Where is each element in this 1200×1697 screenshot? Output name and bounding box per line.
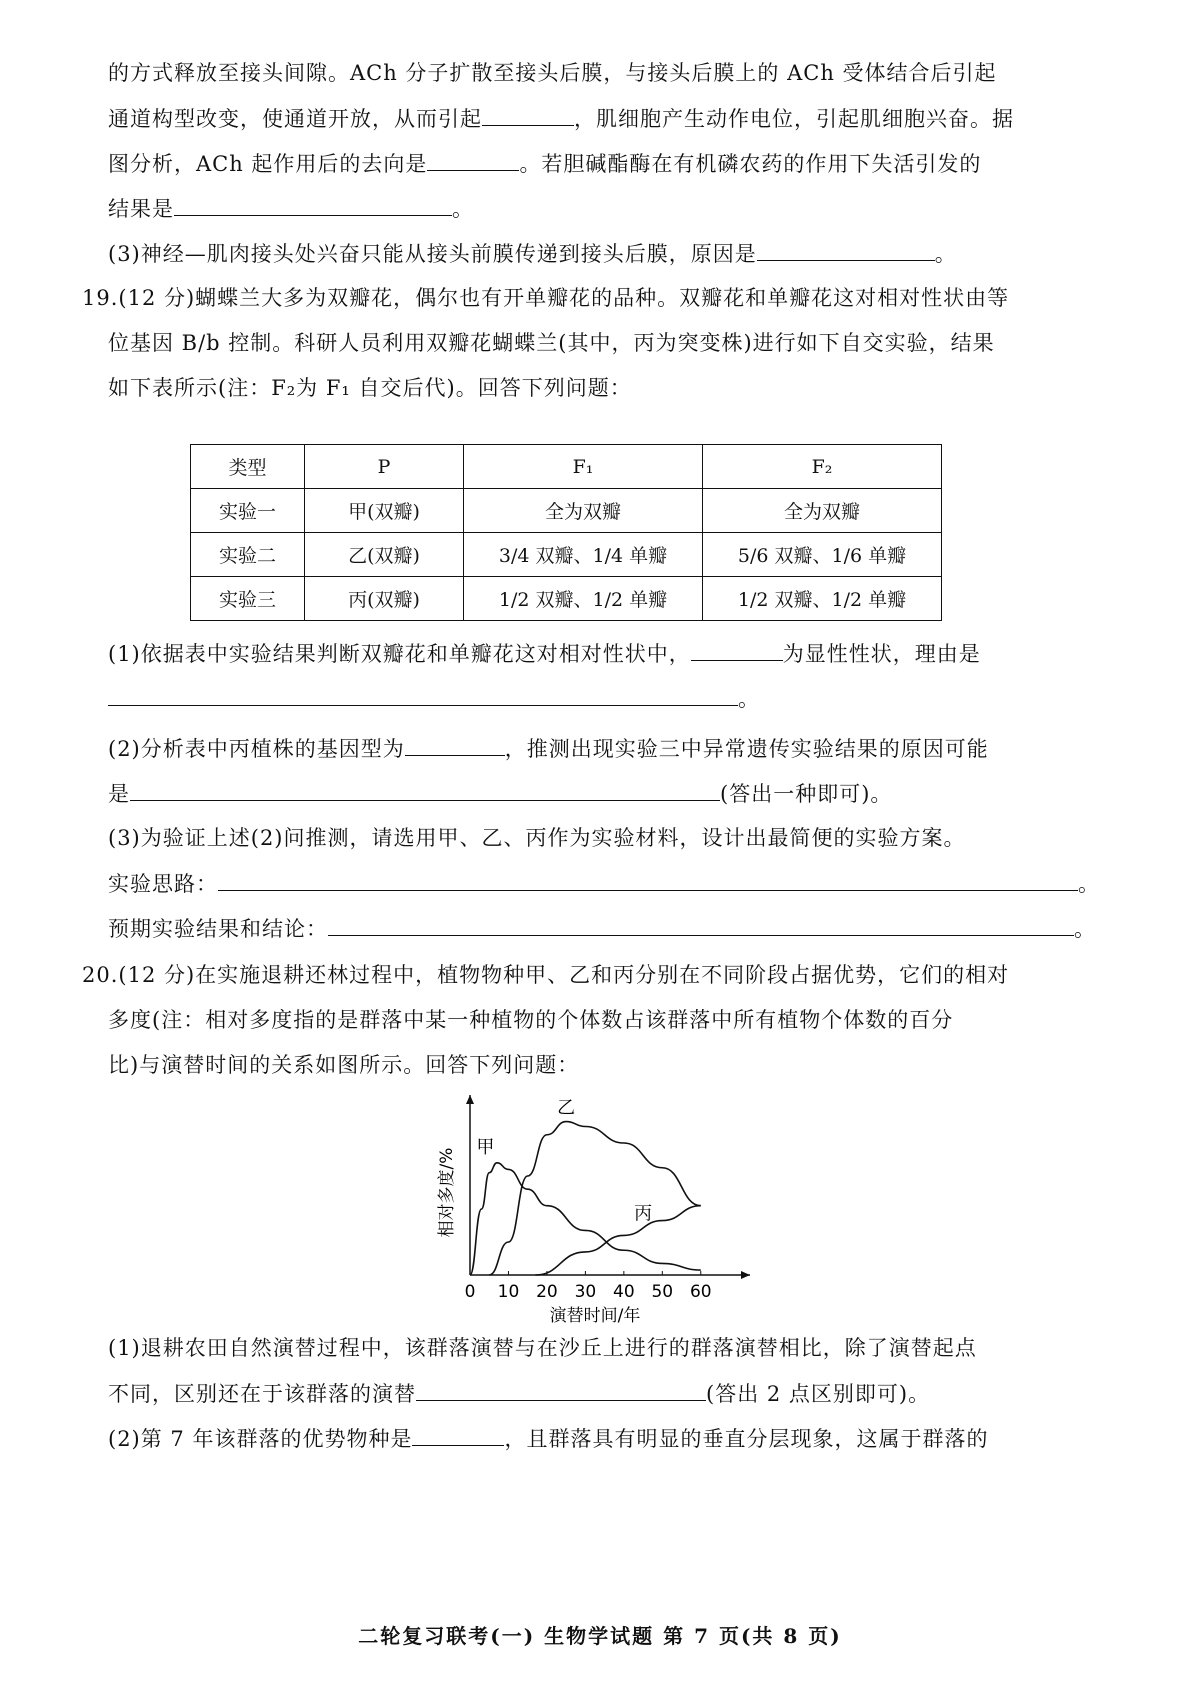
x-axis-label: 演替时间/年 xyxy=(549,1306,641,1325)
text-line: 多度(注：相对多度指的是群落中某一种植物的个体数占该群落中所有植物个体数的百分 xyxy=(108,1008,954,1032)
x-tick-label: 50 xyxy=(651,1282,674,1302)
text-line: 结果是 。 xyxy=(108,193,474,224)
answer-blank[interactable] xyxy=(482,103,574,126)
text-line: 预期实验结果和结论： 。 xyxy=(108,913,1096,944)
x-tick-label: 0 xyxy=(464,1282,476,1302)
text-line: 图分析，ACh 起作用后的去向是 。若胆碱酯酶在有机磷农药的作用下失活引发的 xyxy=(108,148,981,179)
text-line: 通道构型改变，使通道开放，从而引起 ，肌细胞产生动作电位，引起肌细胞兴奋。据 xyxy=(108,103,1014,134)
answer-blank[interactable] xyxy=(108,683,738,706)
table-header-cell: 类型 xyxy=(191,445,305,489)
succession-chart xyxy=(420,1095,800,1325)
table-row xyxy=(191,533,942,577)
answer-blank[interactable] xyxy=(174,193,452,216)
table-row xyxy=(191,577,942,621)
table-cell: 1/2 双瓣、1/2 单瓣 xyxy=(703,577,942,621)
series-label: 乙 xyxy=(557,1097,576,1119)
table-cell: 全为双瓣 xyxy=(703,489,942,533)
text-line: (1)退耕农田自然演替过程中，该群落演替与在沙丘上进行的群落演替相比，除了演替起点 xyxy=(108,1336,977,1360)
answer-blank[interactable] xyxy=(412,1423,504,1446)
text-line: (1)依据表中实验结果判断双瓣花和单瓣花这对相对性状中， 为显性性状，理由是 xyxy=(108,638,981,669)
text-line: (3)为验证上述(2)问推测，请选用甲、乙、丙作为实验材料，设计出最简便的实验方案。 xyxy=(108,826,966,850)
table-cell: 实验二 xyxy=(191,533,305,577)
table-header-cell: F₁ xyxy=(464,445,703,489)
series-label: 甲 xyxy=(476,1136,495,1158)
table-cell: 全为双瓣 xyxy=(464,489,703,533)
table-cell: 甲(双瓣) xyxy=(305,489,464,533)
text-line: 是 (答出一种即可)。 xyxy=(108,778,892,809)
table-header-row xyxy=(191,445,942,489)
answer-blank[interactable] xyxy=(757,238,935,261)
text-line: (2)分析表中丙植株的基因型为 ，推测出现实验三中异常遗传实验结果的原因可能 xyxy=(108,733,989,764)
table-cell: 5/6 双瓣、1/6 单瓣 xyxy=(703,533,942,577)
experiment-table xyxy=(190,444,942,621)
table-header-cell: P xyxy=(305,445,464,489)
answer-blank[interactable] xyxy=(328,913,1074,936)
y-axis-arrow xyxy=(466,1095,474,1104)
x-tick-label: 30 xyxy=(574,1282,597,1302)
text-line: (3)神经—肌肉接头处兴奋只能从接头前膜传递到接头后膜，原因是 。 xyxy=(108,238,957,269)
table-cell: 丙(双瓣) xyxy=(305,577,464,621)
text-line: (2)第 7 年该群落的优势物种是 ，且群落具有明显的垂直分层现象，这属于群落的 xyxy=(108,1423,988,1454)
y-axis-label: 相对多度/% xyxy=(437,1147,457,1238)
text-line: 位基因 B/b 控制。科研人员利用双瓣花蝴蝶兰(其中，丙为突变株)进行如下自交实验，结果 xyxy=(108,331,995,355)
answer-blank[interactable] xyxy=(130,778,720,801)
x-tick-label: 20 xyxy=(536,1282,558,1302)
table-row xyxy=(191,489,942,533)
text-line: 如下表所示(注：F₂为 F₁ 自交后代)。回答下列问题： xyxy=(108,376,632,400)
table-cell: 实验三 xyxy=(191,577,305,621)
answer-blank[interactable] xyxy=(427,148,519,171)
answer-blank[interactable] xyxy=(691,638,783,661)
series-label: 丙 xyxy=(634,1203,653,1225)
answer-blank[interactable] xyxy=(218,868,1078,891)
table-cell: 实验一 xyxy=(191,489,305,533)
series-line xyxy=(489,1122,701,1275)
text-line: 不同，区别还在于该群落的演替 (答出 2 点区别即可)。 xyxy=(108,1378,930,1409)
series-line xyxy=(470,1163,701,1275)
text-line: 的方式释放至接头间隙。ACh 分子扩散至接头后膜，与接头后膜上的 ACh 受体结合后引起 xyxy=(108,61,997,85)
text-line: 比)与演替时间的关系如图所示。回答下列问题： xyxy=(108,1053,580,1077)
x-tick-label: 40 xyxy=(613,1282,635,1302)
table-cell: 3/4 双瓣、1/4 单瓣 xyxy=(464,533,703,577)
question-20-stem: 20.(12 分)在实施退耕还林过程中，植物物种甲、乙和丙分别在不同阶段占据优势，它们的相对 xyxy=(82,963,1010,987)
answer-blank[interactable] xyxy=(405,733,505,756)
page-footer: 二轮复习联考(一) 生物学试题 第 7 页(共 8 页) xyxy=(358,1624,842,1648)
text-line: 实验思路： 。 xyxy=(108,868,1100,899)
x-axis-arrow xyxy=(741,1271,750,1279)
question-19-stem: 19.(12 分)蝴蝶兰大多为双瓣花，偶尔也有开单瓣花的品种。双瓣花和单瓣花这对相对性状由等 xyxy=(82,286,1010,310)
text-line: 。 xyxy=(108,683,760,714)
x-tick-label: 10 xyxy=(497,1282,520,1302)
answer-blank[interactable] xyxy=(416,1378,706,1401)
table-cell: 1/2 双瓣、1/2 单瓣 xyxy=(464,577,703,621)
x-tick-label: 60 xyxy=(689,1282,712,1302)
table-cell: 乙(双瓣) xyxy=(305,533,464,577)
table-header-cell: F₂ xyxy=(703,445,942,489)
